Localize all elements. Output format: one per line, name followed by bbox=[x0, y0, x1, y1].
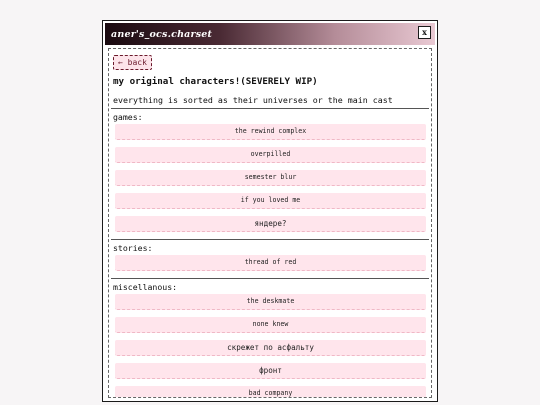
section-stories bbox=[111, 239, 429, 271]
page-subtitle: everything is sorted as their universes or the main cast bbox=[113, 95, 393, 105]
link-overpilled[interactable]: overpilled bbox=[115, 147, 426, 163]
section-heading-stories: stories: bbox=[113, 243, 153, 253]
link-thread-of-red[interactable]: thread of red bbox=[115, 255, 426, 271]
close-icon: x bbox=[422, 27, 427, 37]
section-heading-misc: miscellanous: bbox=[113, 282, 178, 292]
section-games bbox=[111, 108, 429, 232]
window-title: aner's_ocs.charset bbox=[111, 28, 213, 40]
link-none-knew[interactable]: none knew bbox=[115, 317, 426, 333]
link-yandere[interactable]: яндере? bbox=[115, 216, 426, 232]
link-skrezhet-po-asfaltu[interactable]: скрежет по асфальту bbox=[115, 340, 426, 356]
link-bad-company[interactable]: bad company bbox=[115, 386, 426, 398]
section-misc bbox=[111, 278, 429, 398]
content-panel bbox=[108, 48, 432, 398]
link-the-deskmate[interactable]: the deskmate bbox=[115, 294, 426, 310]
link-front[interactable]: фронт bbox=[115, 363, 426, 379]
close-button[interactable] bbox=[418, 26, 431, 39]
section-heading-games: games: bbox=[113, 112, 143, 122]
oc-window bbox=[102, 20, 438, 402]
link-the-rewind-complex[interactable]: the rewind complex bbox=[115, 124, 426, 140]
link-if-you-loved-me[interactable]: if you loved me bbox=[115, 193, 426, 209]
titlebar bbox=[105, 23, 435, 45]
back-button[interactable]: ← back bbox=[113, 55, 152, 70]
page-title: my original characters!(SEVERELY WIP) bbox=[113, 76, 318, 87]
link-semester-blur[interactable]: semester blur bbox=[115, 170, 426, 186]
